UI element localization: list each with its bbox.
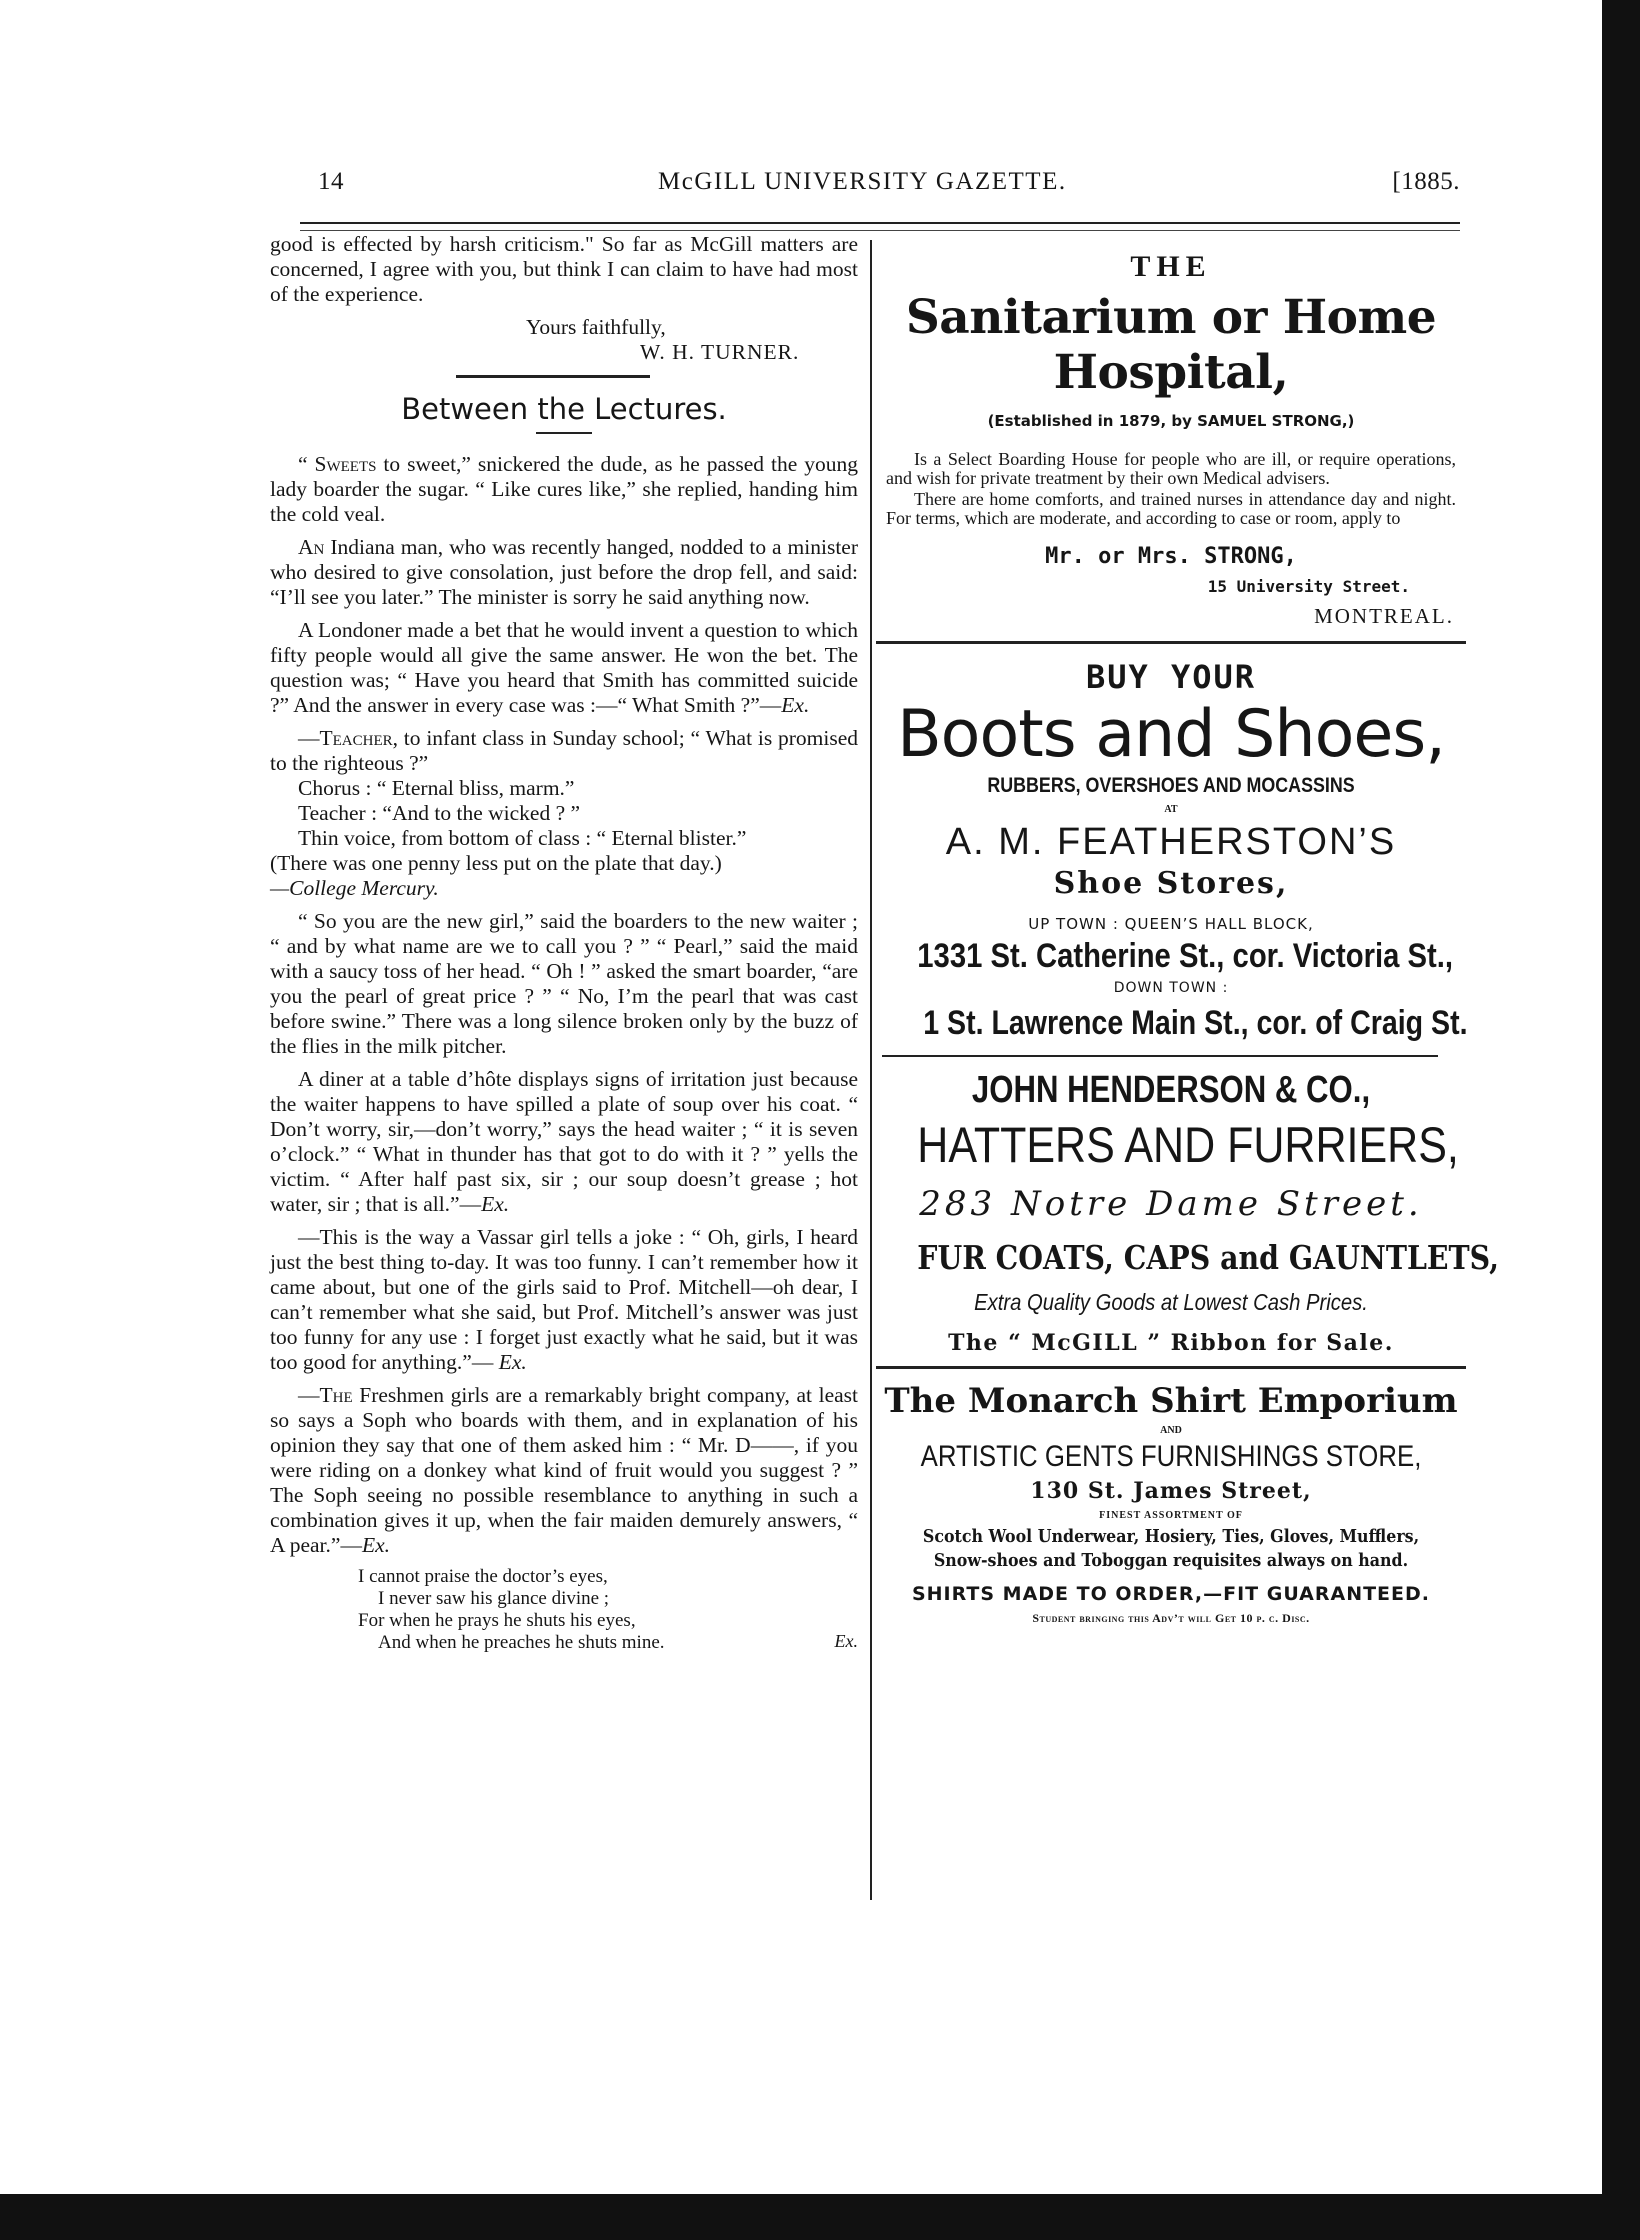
ad-city: MONTREAL. bbox=[1314, 604, 1454, 628]
henderson-ad bbox=[876, 1069, 1500, 1356]
ad-shirts-made: SHIRTS MADE TO ORDER,—FIT GUARANTEED. bbox=[911, 1583, 1431, 1605]
ad-finest-assortment: FINEST ASSORTMENT OF bbox=[1099, 1510, 1243, 1521]
section-separator bbox=[456, 375, 650, 378]
letter-ending: good is effected by harsh criticism." So far as McGill matters are concerned, I agree with you, but think I can claim to have had most of the experience. bbox=[270, 232, 858, 306]
ad-monarch-address: 130 St. James Street, bbox=[1030, 1478, 1312, 1504]
joke-paragraph bbox=[270, 1067, 858, 1217]
ad-fur-coats: FUR COATS, CAPS and GAUNTLETS, bbox=[917, 1238, 1500, 1277]
dialogue-line: Teacher : “And to the wicked ? ” bbox=[298, 801, 581, 825]
scan-border-right bbox=[1602, 0, 1640, 2240]
ad-boots-and-shoes: Boots and Shoes, bbox=[897, 697, 1445, 772]
ad-contact: Mr. or Mrs. STRONG, bbox=[1045, 544, 1297, 569]
source-credit: Ex. bbox=[781, 693, 810, 717]
ad-body: There are home comforts, and trained nurses in attendance day and night. For terms, which are moderate, and according to case or room, apply to bbox=[886, 489, 1456, 528]
lead-word: A bbox=[298, 1067, 313, 1091]
lead-word: “ So bbox=[298, 909, 337, 933]
ad-established: (Established in 1879, by SAMUEL STRONG,) bbox=[987, 412, 1355, 430]
ad-artistic-store: ARTISTIC GENTS FURNISHINGS STORE, bbox=[920, 1440, 1422, 1473]
section-title: Between the Lectures. bbox=[401, 392, 727, 426]
source-credit: Ex. bbox=[498, 1350, 527, 1374]
ad-quality: Extra Quality Goods at Lowest Cash Prices. bbox=[974, 1289, 1368, 1315]
publication-title: McGILL UNIVERSITY GAZETTE. bbox=[658, 168, 1067, 195]
lead-word: —The bbox=[298, 1383, 353, 1407]
ad-heading-the: THE bbox=[1130, 250, 1212, 283]
joke-paragraph bbox=[270, 535, 858, 610]
joke-paragraph bbox=[270, 618, 858, 718]
paragraph-text: to sweet,” snickered the dude, as he passed the young lady boarder the sugar. “ Like cures like,” she replied, handing him the cold veal. bbox=[270, 452, 858, 526]
source-credit: Ex. bbox=[481, 1192, 510, 1216]
publication-year: [1885. bbox=[1392, 168, 1460, 195]
verse-credit: Ex. bbox=[834, 1631, 858, 1651]
ad-goods-list: Scotch Wool Underwear, Hosiery, Ties, Gloves, Mufflers, Snow-shoes and Toboggan requisites always on hand. bbox=[922, 1526, 1420, 1571]
page-number: 14 bbox=[318, 168, 344, 195]
ad-and: AND bbox=[1160, 1425, 1182, 1436]
paragraph-text: Londoner made a bet that he would invent a question to which fifty people would all give the same answer. He won the bet. The question was; “ Have you heard that Smith has committed suicide ?” And the answer in every case was :—“ What Smith ?”— bbox=[270, 618, 858, 717]
left-column bbox=[270, 232, 858, 1654]
ad-student-discount: Student bringing this Adv’t will Get 10 p. c. Disc. bbox=[1032, 1611, 1310, 1625]
paragraph-text: Freshmen girls are a remarkably bright company, at least so says a Soph who boards with them, and in explanation of his opinion they say that one of them asked him : “ Mr. D——, if you were riding on a donkey what kind of fruit would you suggest ? ” The Soph seeing no possible resemblance to anything in such a combination gives it up, when the fair maiden demurely answers, “ A pear.”— bbox=[270, 1383, 858, 1557]
joke-paragraph bbox=[270, 1225, 858, 1375]
ad-sanitarium-name: Sanitarium or Home Hospital, bbox=[905, 290, 1437, 400]
ad-monarch-name: The Monarch Shirt Emporium bbox=[884, 1381, 1458, 1421]
ad-henderson-address: 283 Notre Dame Street. bbox=[919, 1184, 1423, 1224]
column-divider bbox=[870, 240, 872, 1900]
right-column-ads bbox=[876, 240, 1500, 1626]
lead-word: —This bbox=[298, 1225, 358, 1249]
sanitarium-ad bbox=[876, 250, 1466, 629]
ad-body: Is a Select Boarding House for people who are ill, or require operations, and wish for private treatment by their own Medical advisers. bbox=[886, 449, 1456, 488]
lead-word: A bbox=[298, 618, 313, 642]
paragraph-text: you are the new girl,” said the boarders to the new waiter ; “ and by what name are we to call you ? ” “ Pearl,” said the maid with a saucy toss of her head. “ Oh ! ” asked the smart boarder, “are you the pearl of great price ? ” “ No, I’m the pearl that was cast before swine.” There was a long silence broken only by the buzz of the flies in the milk pitcher. bbox=[270, 909, 858, 1058]
lead-word: An bbox=[298, 535, 325, 559]
dialogue-line: Chorus : “ Eternal bliss, marm.” bbox=[298, 776, 575, 800]
paragraph-text: is the way a Vassar girl tells a joke : “ Oh, girls, I heard just the best thing to-day. It was too funny. I can’t remember how it came about, but one of the girls said to Prof. Mitchell—oh dear, I can’t remember what she said, but Prof. Mitchell’s answer was just too funny for any use : I forget just exactly what he said, but it was too good for anything.”— bbox=[270, 1225, 858, 1374]
dialogue-credit: —College Mercury. bbox=[270, 876, 439, 900]
verse-line: I never saw his glance divine ; bbox=[378, 1588, 610, 1609]
lead-word: “ Sweets bbox=[298, 452, 377, 476]
verse-line: I cannot praise the doctor’s eyes, bbox=[358, 1566, 608, 1587]
letter-signature: W. H. TURNER. bbox=[640, 340, 800, 364]
dialogue-line: Thin voice, from bottom of class : “ Eternal blister.” bbox=[298, 826, 747, 850]
ad-downtown-address: 1 St. Lawrence Main St., cor. of Craig St. bbox=[923, 1004, 1468, 1042]
paragraph-text: diner at a table d’hôte displays signs of irritation just because the waiter happens to have spilled a plate of soup over his coat. “ Don’t worry, sir,—don’t worry,” says the head waiter ; “ it is seven o’clock.” “ What in thunder has that got to do with it ? ” yells the victim. “ After half past six, sir ; our soup doesn’t grease ; hot water, sir ; that is all.”— bbox=[270, 1067, 858, 1216]
featherston-ad bbox=[876, 658, 1466, 1043]
ad-rubbers: RUBBERS, OVERSHOES AND MOCASSINS bbox=[987, 774, 1355, 797]
paragraph-text: to infant class in Sunday school; “ What is promised to the righteous ?” bbox=[270, 726, 858, 775]
ad-shoe-stores: Shoe Stores, bbox=[1053, 866, 1289, 901]
ad-at: AT bbox=[1164, 804, 1178, 815]
ad-featherston-name: A. M. FEATHERSTON’S bbox=[945, 821, 1397, 863]
joke-paragraph bbox=[270, 1383, 858, 1558]
ad-henderson-name: JOHN HENDERSON & CO., bbox=[971, 1069, 1371, 1111]
page-header bbox=[318, 168, 1460, 218]
joke-paragraph bbox=[270, 909, 858, 1059]
joke-paragraph bbox=[270, 452, 858, 527]
verse-line: For when he prays he shuts his eyes, bbox=[358, 1610, 636, 1631]
ad-buy-your: BUY YOUR bbox=[1085, 658, 1257, 696]
verse-line: And when he preaches he shuts mine. bbox=[378, 1632, 665, 1653]
header-rule bbox=[300, 222, 1460, 231]
lead-word: —Teacher, bbox=[298, 726, 399, 750]
ad-hatters-furriers: HATTERS AND FURRIERS, bbox=[917, 1117, 1459, 1173]
ad-separator bbox=[882, 1055, 1438, 1057]
dialogue-note: (There was one penny less put on the plate that day.) bbox=[270, 851, 722, 875]
title-rule bbox=[536, 432, 592, 434]
ad-separator bbox=[876, 641, 1466, 644]
ad-uptown-label: UP TOWN : QUEEN’S HALL BLOCK, bbox=[1028, 915, 1314, 933]
verse bbox=[358, 1566, 858, 1654]
source-credit: Ex. bbox=[361, 1533, 391, 1557]
scan-border-bottom bbox=[0, 2194, 1640, 2240]
ad-uptown-address: 1331 St. Catherine St., cor. Victoria St., bbox=[917, 937, 1454, 975]
monarch-ad bbox=[876, 1381, 1466, 1626]
ad-ribbon: The “ McGILL ” Ribbon for Sale. bbox=[948, 1330, 1394, 1356]
letter-closing: Yours faithfully, bbox=[526, 315, 666, 339]
ad-address: 15 University Street. bbox=[1207, 577, 1410, 596]
paragraph-text: Indiana man, who was recently hanged, nodded to a minister who desired to give consolation, just before the drop fell, and said: “I’ll see you later.” The minister is sorry he said anything now. bbox=[270, 535, 858, 609]
joke-paragraph bbox=[270, 726, 858, 776]
ad-downtown-label: DOWN TOWN : bbox=[1113, 980, 1229, 996]
ad-separator bbox=[876, 1366, 1466, 1369]
